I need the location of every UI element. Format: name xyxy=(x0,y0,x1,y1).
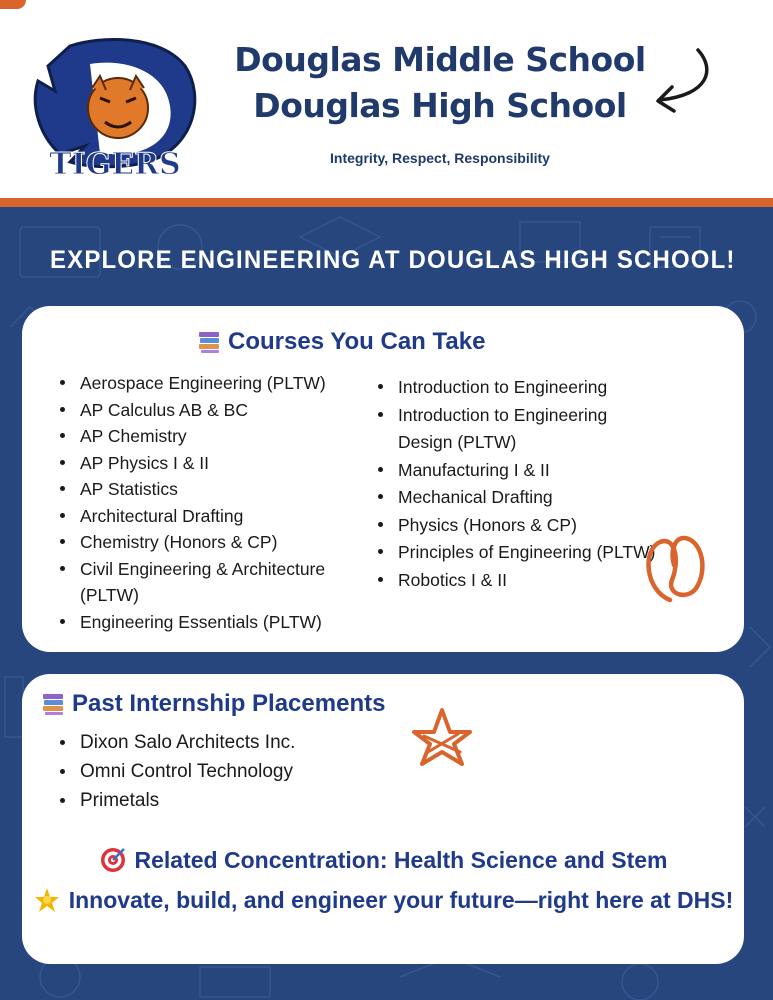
courses-list-column1 xyxy=(60,370,350,635)
loop-doodle-icon xyxy=(640,530,710,610)
courses-title xyxy=(198,328,485,356)
internships-card xyxy=(22,674,744,964)
list-item: AP Physics I & II xyxy=(60,450,350,477)
logo-text: TIGERS xyxy=(49,147,181,182)
related-concentration xyxy=(22,846,744,874)
list-item: Introduction to Engineering Design (PLTW) xyxy=(378,402,658,457)
tigers-logo xyxy=(30,36,200,184)
explore-heading-text: EXPLORE ENGINEERING AT DOUGLAS HIGH SCHOOL! xyxy=(50,245,736,274)
list-item: Manufacturing I & II xyxy=(378,457,658,485)
list-item: AP Calculus AB & BC xyxy=(60,397,350,424)
list-item: AP Chemistry xyxy=(60,423,350,450)
list-item: Dixon Salo Architects Inc. xyxy=(60,728,420,757)
list-item: Omni Control Technology xyxy=(60,757,420,786)
title-line1: Douglas Middle School xyxy=(234,40,646,79)
title-line2: Douglas High School xyxy=(253,86,627,125)
courses-title-text: Courses You Can Take xyxy=(228,328,486,355)
star-doodle-icon xyxy=(410,706,474,768)
internships-title-text: Past Internship Placements xyxy=(72,690,386,717)
list-item: AP Statistics xyxy=(60,476,350,503)
list-item: Principles of Engineering (PLTW) xyxy=(378,539,658,567)
list-item: Architectural Drafting xyxy=(60,503,350,530)
list-item: Primetals xyxy=(60,786,420,815)
related-concentration-text: Related Concentration: Health Science and Stem xyxy=(134,846,668,873)
books-icon xyxy=(198,330,220,354)
courses-list-column2 xyxy=(378,374,658,594)
list-item: Aerospace Engineering (PLTW) xyxy=(60,370,350,397)
list-item: Physics (Honors & CP) xyxy=(378,512,658,540)
courses-card xyxy=(22,306,744,652)
list-item: Introduction to Engineering xyxy=(378,374,658,402)
explore-heading xyxy=(40,240,740,280)
curved-arrow-icon xyxy=(648,45,718,125)
books-icon xyxy=(42,692,64,716)
list-item: Chemistry (Honors & CP) xyxy=(60,529,350,556)
list-item: Engineering Essentials (PLTW) xyxy=(60,609,350,636)
corner-accent xyxy=(0,0,26,9)
star-icon xyxy=(33,886,61,914)
list-item: Robotics I & II xyxy=(378,567,658,595)
internships-title xyxy=(42,690,385,718)
list-item: Mechanical Drafting xyxy=(378,484,658,512)
orange-divider xyxy=(0,198,773,207)
internships-list xyxy=(60,728,420,815)
motto: Integrity, Respect, Responsibility xyxy=(330,150,550,166)
list-item: Civil Engineering & Architecture (PLTW) xyxy=(60,556,350,609)
target-icon xyxy=(99,846,127,874)
tagline-text: Innovate, build, and engineer your future—right here at DHS! xyxy=(68,886,734,913)
header xyxy=(0,0,773,198)
tagline xyxy=(22,886,744,914)
